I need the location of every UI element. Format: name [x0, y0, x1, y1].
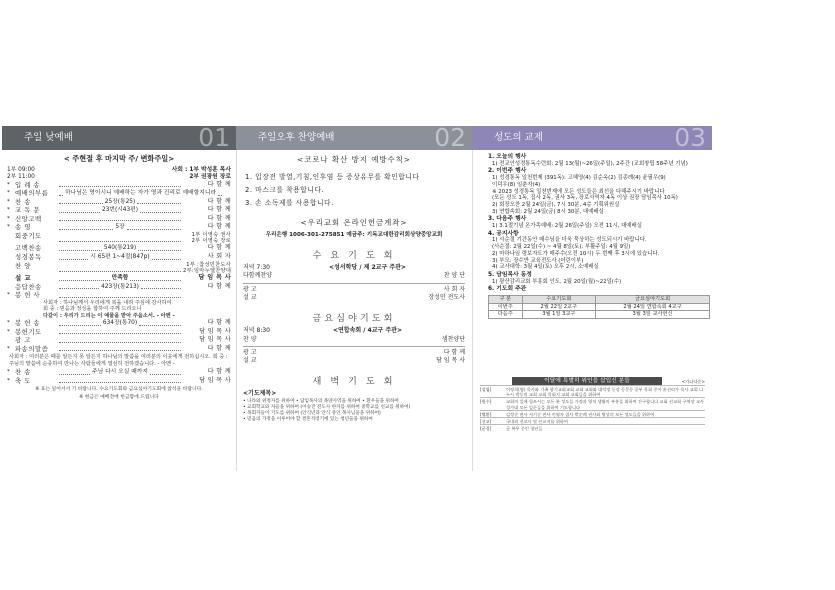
friday-theme: <연합속회 / 4교구 주관>: [332, 327, 403, 335]
news-line: 이덕우(8) 임춘자(4): [492, 181, 541, 188]
offering-account: 우리은행 1006-301-275851 예금주: 기독교대한감리회상양중앙교회: [265, 232, 443, 238]
prayer-meeting-row: [243, 336, 465, 344]
news-heading: 3. 다음주 행사: [488, 216, 527, 223]
sending-confession: 사회자 : 여러분은 때를 알든지 못 알든지 하나님의 말씀을 여러분의 이웃에게 전하십시오. 회 중 : 주님의 말씀에 순종하여 만나는 사람들에게 열심히 전하겠습니다. - 아멘 -: [9, 354, 228, 367]
wednesday-prayer-title: 수 요 기 도 회: [312, 249, 396, 261]
order-item: [7, 198, 231, 207]
news-line: ※ 2023 성경통독 일천번제에 모든 성도들은 최선을 다해주시기 바랍니다: [492, 188, 665, 195]
order-marker: *: [7, 328, 10, 335]
order-person: 다 함 께: [207, 223, 232, 231]
friday-header: [243, 327, 465, 335]
prayer-topic: • 목회자들이 기도를 위하여 (안식년과 안식 중인 목사님들을 위하여): [243, 410, 381, 416]
table-cell: 이번주: [489, 303, 523, 311]
order-item: [7, 232, 231, 244]
dot-leader: [127, 229, 181, 230]
dot-leader: [138, 250, 181, 251]
dot-leader: [59, 297, 181, 298]
order-item: [7, 262, 231, 274]
order-name: 봉 헌 송: [15, 319, 41, 328]
row-person: 담 임 목 사: [436, 357, 465, 365]
order-person: 담 임 목 사: [198, 274, 231, 282]
table-cell: 3월 1일 3교구: [522, 311, 596, 319]
table-cell: 2월 24일 연합속회 4교구: [596, 303, 710, 311]
wednesday-time: 저녁 7:30: [243, 264, 270, 271]
order-content: 23번(시43편): [101, 207, 139, 214]
table-header-cell: 구 분: [489, 296, 523, 304]
row-person: 샘찬양단: [441, 335, 465, 343]
order-person: 다 함 께: [207, 368, 231, 376]
table-row: [489, 303, 710, 311]
order-name: 봉헌기도: [15, 327, 42, 336]
order-name: 봉 헌 사: [15, 291, 41, 300]
prayer-category: [병환]: [480, 411, 492, 417]
news-heading: 6. 기도회 주관: [488, 286, 527, 293]
dot-leader: [141, 288, 181, 289]
news-line: (모든 성도 1독, 집사 2독, 권사 3독, 장로사역자 4독 이상 권장 담임목사 10독): [492, 195, 678, 202]
order-content: 634장(통70): [102, 320, 138, 327]
order-marker: *: [7, 320, 10, 327]
order-name: 파송의말씀: [15, 344, 49, 353]
table-header-row: [489, 296, 710, 304]
order-content: 하나님은 영이시니 예배하는 자가 영과 진리로 예배할지니라: [65, 190, 217, 197]
row-person: 찬 양 단: [443, 272, 465, 280]
news-heading: 5. 담임목사 동정: [488, 271, 532, 278]
news-line: (사순절: 2월 22일(수) ~ 4월 8일(토), 부활주일: 4월 9일): [492, 244, 631, 251]
order-person: 다 함 께: [207, 344, 231, 352]
dot-leader: [59, 250, 102, 251]
offering-note-3: 다같이 : 우리가 드리는 이 예물을 받아 주옵소서. - 아멘 -: [43, 312, 175, 319]
order-item: [7, 244, 231, 253]
time-row-1: [7, 167, 231, 174]
order-person-pair: [183, 232, 231, 244]
prayer-topics-title: <기도제목>: [243, 390, 277, 398]
fellowship-banner: [472, 126, 712, 150]
table-header-cell: 수요기도회: [522, 296, 596, 304]
panel-fellowship: [472, 126, 712, 471]
order-person: 사 회 자: [207, 253, 231, 261]
prayer-meeting-row: [243, 357, 465, 365]
order-item: [7, 181, 231, 190]
online-offering-title: <우리교회 온라인헌금계좌>: [300, 217, 408, 227]
order-item: [7, 291, 231, 300]
service-host-2: 2부 권광원 장로: [189, 173, 231, 180]
order-item: [7, 253, 231, 262]
order-marker: *: [7, 215, 10, 222]
prayer-names: 국내외 선교사 및 선교지를 위하여: [506, 419, 568, 425]
prayer-row: [480, 410, 705, 417]
dot-leader: [130, 280, 181, 281]
row-item: 광 고: [243, 285, 257, 293]
dot-leader: [59, 241, 181, 242]
friday-time: 저녁 8:30: [243, 327, 270, 335]
order-marker: *: [7, 190, 10, 197]
dot-leader: [59, 342, 181, 343]
order-name: 송 영: [15, 223, 31, 232]
row-item: 설 교: [243, 294, 257, 302]
table-header-cell: 금요심야기도회: [596, 296, 710, 304]
special-prayer-heading: 이달에 특별히 위인을 삽입신 분들: [512, 377, 662, 386]
news-line: 2) 회장오찬 2월 24일(금), 7시 30분, 4층 기획위원실: [492, 201, 620, 208]
panel-number: 01: [198, 126, 230, 152]
order-person: 다 함 께: [207, 282, 232, 290]
order-item: [7, 274, 231, 283]
order-of-worship-2: [7, 319, 231, 353]
order-person: 1부 :참성민찬도사: [186, 261, 231, 268]
order-marker: *: [7, 224, 10, 231]
fellowship-title: 성도의 교제: [494, 132, 543, 143]
dot-leader: [139, 325, 181, 326]
order-content: 540(통219): [103, 245, 137, 252]
dot-leader: [59, 212, 100, 213]
row-person: 사 회 자: [443, 285, 465, 293]
panel-number: 02: [434, 126, 466, 152]
order-of-worship-3: [7, 368, 231, 385]
dot-leader: [150, 374, 181, 375]
news-line: 1) 광산감리교회 부흥회 인도, 2월 20일(월)~22일(수): [492, 278, 622, 285]
order-content: 만족함: [111, 275, 129, 282]
prayer-topic: • 나라와 위정자를 위하여 • 담임목사의 목양사역을 위하여 • 환우들을 위하여: [243, 398, 399, 404]
dot-leader: [59, 382, 181, 383]
order-person: 다 함 께: [207, 180, 231, 188]
friday-prayer-title: 금요심야기도회: [312, 312, 396, 324]
wednesday-theme: <성서학당 / 제 2교구 주관>: [329, 264, 406, 271]
prayer-topic: • 믿음의 가정을 이루어야 할 결혼적령기에 있는 청년들을 위하여: [243, 416, 373, 422]
news-line: 1) 성경통독 일천번제 (391독): 고혜영(4) 김순옥(2) 김종례(4) 윤필우(9): [492, 175, 666, 182]
offering-note-2: 회 중 : 믿음과 정성을 합하여 주께 드리오니: [43, 306, 142, 313]
special-prayer-sort-note: <가나다순>: [681, 379, 705, 384]
dot-leader: [137, 203, 181, 204]
order-name: 광 고: [15, 336, 31, 345]
news-line: 1) 3.1절기념 온가족예배: 2월 26일(주일) 오전 11시, 대예배실: [492, 223, 642, 230]
order-item: [7, 215, 231, 224]
order-person: 2부 이영숙 장로: [191, 238, 231, 245]
dot-leader: [152, 259, 181, 260]
prayer-category: [설립]: [480, 387, 492, 392]
caution-item: 1. 입장전 발열,기침,인후염 등 증상유무를 확인합니다: [245, 172, 420, 181]
morning-worship-body: [2, 150, 236, 401]
order-person: 다 함 께: [207, 197, 232, 205]
wednesday-rows: [243, 272, 465, 302]
service-time-2: 2부 11:00: [7, 173, 35, 180]
caution-item: 2. 마스크를 착용합니다.: [245, 185, 325, 194]
order-marker: *: [7, 181, 10, 188]
dawn-prayer-title: 새 벽 기 도 회: [312, 375, 396, 387]
order-content: 5장: [115, 224, 125, 231]
news-line: 1) 전교인성경통독수련회: 2월 13(월)~26일(주일), 2주간 (교회창립 58주년 기념): [492, 160, 688, 167]
order-name: 설 교: [15, 274, 32, 283]
table-cell: 다음주: [489, 311, 523, 319]
order-person: [224, 189, 236, 198]
row-item: 다함께찬양: [243, 272, 272, 280]
dot-leader: [59, 203, 103, 204]
row-item: 광 고: [243, 348, 257, 356]
dot-leader: [140, 212, 181, 213]
order-item: [7, 223, 231, 232]
order-person: 다 함 께: [207, 319, 232, 327]
footnote-2: ※ 현금은 예배전에 헌금함에 드립니다: [79, 395, 159, 401]
row-person: 장성민 전도사: [428, 294, 465, 302]
table-row: [489, 311, 710, 319]
order-item: [7, 328, 231, 337]
covid-caution-title: <코로나 확산 방지 예방수칙>: [297, 155, 411, 164]
order-item: [7, 319, 231, 328]
friday-rows: [243, 336, 465, 366]
prayer-row: [480, 417, 705, 424]
prayer-meeting-row: [243, 349, 465, 357]
order-person-pair: [183, 262, 231, 274]
morning-worship-title: 주일 낮예배: [24, 132, 73, 143]
order-person: 2부:임마누엘찬양대: [183, 267, 232, 274]
dot-leader: [59, 259, 88, 260]
special-prayer-list: [480, 385, 705, 431]
prayer-meeting-row: [243, 272, 465, 280]
order-marker: *: [7, 292, 10, 299]
news-line: 4) 교사대학: 3월 4일(토) 오후 2시, 소예배실: [492, 264, 599, 271]
order-item: [7, 206, 231, 215]
prayer-row: [480, 385, 705, 397]
order-marker: *: [7, 207, 10, 214]
news-line: 2) 마하나임 령보자도가 매주수(오전 10시) 두 번째 후 3시에 있습니다.: [492, 250, 660, 257]
order-person: 담 임 목 사: [199, 336, 231, 344]
prayer-names: 이정희(영) 목사와 가족 향기교회교회 교회 교회와 대덕정 동강 동문동 공부 목회 중이 윤선리가 목사 교회 나누시 박동의 교회 교회 목회지 교회 교회들을 위하여: [506, 387, 704, 398]
footnote-1: ※ 표는 일어서서 기 바랍니다. 수요기도회와 금요심야기도회에 참석을 바랍니다.: [35, 387, 203, 393]
prayer-category: [선교]: [480, 419, 492, 425]
order-marker: *: [7, 345, 10, 352]
order-item: [7, 368, 231, 377]
dot-leader: [59, 186, 181, 187]
row-item: 찬 양: [243, 335, 257, 343]
news-line: 3) 연합속회: 2월 24일(금) 8시 30분, 대예배실: [492, 208, 604, 215]
table-cell: 3월 3일 교사헌신: [596, 311, 710, 319]
prayer-names: 군 복무 중인 청년들: [506, 426, 543, 432]
prayer-meeting-row: [243, 286, 465, 294]
panel-number: 03: [674, 126, 706, 152]
order-name: 교 독 문: [15, 206, 41, 215]
news-heading: 1. 오늘의 행사: [488, 154, 527, 160]
service-host-1: 사회 : 1부 박성훈 목사: [171, 166, 231, 173]
prayer-meeting-row: [243, 294, 465, 302]
order-content: 주님 다시 오실 때까지: [92, 369, 148, 376]
prayer-topic: • 교회학교와 자들을 위하여 (이승진 전도사 한자를 위하여 중학교를 선교를 위하여): [243, 404, 411, 410]
panel-morning-worship: [2, 126, 236, 471]
prayer-row: [480, 397, 705, 409]
dot-leader: [59, 271, 181, 272]
news-sections: [488, 154, 707, 293]
dot-leader: [59, 325, 101, 326]
order-name: 응답찬송: [15, 282, 42, 291]
order-person: 다 함 께: [207, 214, 231, 222]
morning-worship-banner: [2, 126, 236, 150]
dot-leader: [59, 280, 110, 281]
offering-note-1: 사회자 : 하나님께서 우리에게 복을 내려 주심에 감사하여: [43, 299, 172, 306]
dot-leader: [59, 350, 181, 351]
worship-subtitle: < 주현절 후 마지막 주/ 변화주일>: [63, 154, 175, 163]
order-name: 회중기도: [15, 232, 42, 241]
order-item: [7, 377, 231, 386]
order-person: 담 임 목 사: [199, 376, 231, 384]
row-divider: [243, 283, 465, 284]
dot-leader: [59, 195, 63, 196]
bulletin-sheet: [0, 126, 835, 471]
row-item: 설 교: [243, 357, 257, 365]
order-name: 신앙고백: [15, 214, 42, 223]
order-person: 다 함 께: [207, 244, 232, 252]
order-content: 423장(통213): [101, 283, 139, 290]
order-item: [7, 283, 231, 292]
prayer-schedule-table: [488, 295, 710, 319]
afternoon-worship-body: [236, 150, 472, 427]
order-person: 1부 이영숙 권사: [191, 232, 231, 239]
order-of-worship: [7, 181, 231, 300]
order-name: 성경봉독: [15, 253, 42, 262]
order-marker: *: [7, 198, 10, 205]
row-person: 다 함 께: [443, 348, 465, 356]
news-line: 3) 부모: 장수반 교육전도사 (어린이부): [492, 257, 584, 264]
prayer-category: [원수]: [480, 399, 492, 405]
caution-item: 3. 손 소독제를 사용합니다.: [245, 198, 334, 207]
order-name: 찬 송: [15, 368, 31, 377]
service-time-1: 1부 09:00: [7, 166, 35, 173]
news-heading: 2. 이번주 행사: [488, 168, 527, 175]
prayer-names: 교회의 일에 힘쓰시는 모든 분 성도들 가정과 영적 생활의 부흥을 위하여 간구합니다 교회 선교회 구역장 교사 성가대 모든 일꾼들을 위하여 기도합니다: [506, 399, 704, 410]
dot-leader: [59, 288, 99, 289]
order-content: 25장(통25): [104, 198, 136, 205]
special-prayer-box: [480, 377, 705, 467]
order-name: 찬 송: [15, 197, 31, 206]
order-name: 축 도: [15, 376, 31, 385]
order-content: 시 65편 1~4절(847p): [90, 254, 150, 261]
dot-leader: [59, 220, 181, 221]
order-person: 다 함 께: [207, 206, 232, 214]
panel-afternoon-worship: [236, 126, 472, 471]
order-marker: *: [7, 369, 10, 376]
afternoon-worship-banner: [236, 126, 472, 150]
news-heading: 4. 공지사항: [488, 230, 519, 237]
order-item: [7, 336, 231, 345]
order-person: 담 임 목 사: [199, 327, 231, 335]
dot-leader: [218, 195, 222, 196]
time-row-2: [7, 174, 231, 181]
prayer-category: [군경]: [480, 426, 492, 432]
dot-leader: [59, 374, 90, 375]
dot-leader: [59, 333, 181, 334]
news-line: 1) 사순절 기간동안 매수님을 더욱 묵상하는 성도되시기 바랍니다.: [492, 237, 647, 244]
afternoon-worship-title: 주일오후 찬양예배: [258, 132, 335, 143]
order-name: 고백찬송: [15, 244, 42, 253]
row-divider: [243, 346, 465, 347]
wednesday-header: [243, 264, 465, 272]
order-name: 입 례 송: [15, 180, 41, 189]
dot-leader: [59, 229, 113, 230]
table-cell: 2월 22일 2교구: [522, 303, 596, 311]
order-name: 찬 양: [15, 261, 31, 270]
order-item: [7, 189, 231, 198]
order-item: [7, 345, 231, 354]
fellowship-body: [472, 150, 712, 319]
order-name: 예배의부름: [15, 189, 49, 198]
prayer-names: 김정순 권사 서기순 권사 이영자 집사 박순례 권사와 병상의 모든 성도들을 위하여: [506, 411, 655, 417]
prayer-row: [480, 424, 705, 431]
order-marker: *: [7, 377, 10, 384]
